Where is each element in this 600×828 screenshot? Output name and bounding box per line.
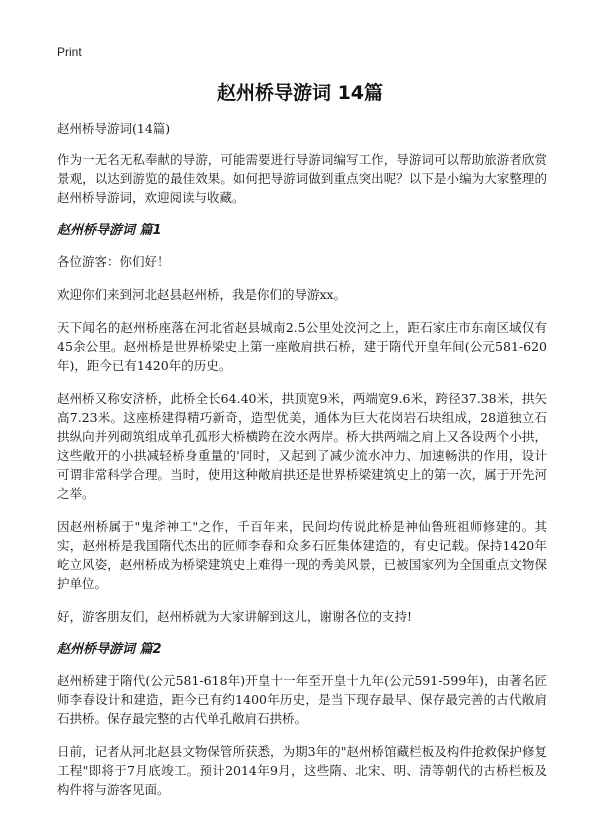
section-1-heading: 赵州桥导游词 篇1 <box>57 223 162 238</box>
document-body <box>57 119 547 813</box>
section-1-welcome: 欢迎你们来到河北赵县赵州桥，我是你们的导游xx。 <box>57 287 347 302</box>
intro-paragraph: 作为一无名无私奉献的导游，可能需要进行导游词编写工作，导游词可以帮助旅游者欣赏景观，以达到游览的最佳效果。如何把导游词做到重点突出呢？以下是小编为大家整理的赵州桥导游词，欢迎阅读与收藏。 <box>57 152 547 205</box>
document-subtitle: 赵州桥导游词(14篇) <box>57 121 171 136</box>
section-1-legend: 因赵州桥属于"鬼斧神工"之作，千百年来，民间均传说此桥是神仙鲁班祖师修建的。其实，赵州桥是我国隋代杰出的匠师李春和众多石匠集体建造的，有史记载。保持1420年屹立风姿，赵州桥成为桥梁建筑史上难得一现的秀美风景，已被国家列为全国重点文物保护单位。 <box>57 519 547 591</box>
section-1-closing: 好，游客朋友们，赵州桥就为大家讲解到这儿，谢谢各位的支持! <box>57 609 413 624</box>
section-1-greeting: 各位游客：你们好！ <box>57 254 170 269</box>
section-2-history: 赵州桥建于隋代(公元581-618年)开皇十一年至开皇十九年(公元591-599年)，由著名匠师李春设计和建造，距今已有约1400年历史，是当下现存最早、保存最完善的古代敞肩石拱桥。保存最完整的古代单孔敞肩石拱桥。 <box>57 673 547 726</box>
page-title: 赵州桥导游词 14篇 <box>216 82 384 104</box>
print-label[interactable]: Print <box>57 45 82 59</box>
section-2-restoration: 日前，记者从河北赵县文物保管所获悉，为期3年的"赵州桥馆藏栏板及构件抢救保护修复工程"即将于7月底竣工。预计2014年9月，这些隋、北宋、明、清等朝代的古桥栏板及构件将与游客见面。 <box>57 744 547 797</box>
section-2-heading: 赵州桥导游词 篇2 <box>57 642 162 657</box>
section-1-structure: 赵州桥又称安济桥，此桥全长64.40米，拱顶宽9米，两端宽9.6米，跨径37.38米，拱矢高7.23米。这座桥建得精巧新奇，造型优美，通体为巨大花岗岩石块组成，28道独立石拱纵向并列砌筑组成单孔孤形大桥横跨在洨水两岸。桥大拱两端之肩上又各设两个小拱，这些敞开的小拱减轻桥身重量的'同时，又起到了减少流水冲力、加速畅洪的作用，设计可谓非常科学合理。当时，使用这种敞肩拱还是世界桥梁建筑史上的第一次，属于开先河之举。 <box>57 391 547 501</box>
section-1-location: 天下闻名的赵州桥座落在河北省赵县城南2.5公里处洨河之上，距石家庄市东南区域仅有45余公里。赵州桥是世界桥梁史上第一座敞肩拱石桥，建于隋代开皇年间(公元581-620年)，距今已有1420年的历史。 <box>57 320 547 373</box>
